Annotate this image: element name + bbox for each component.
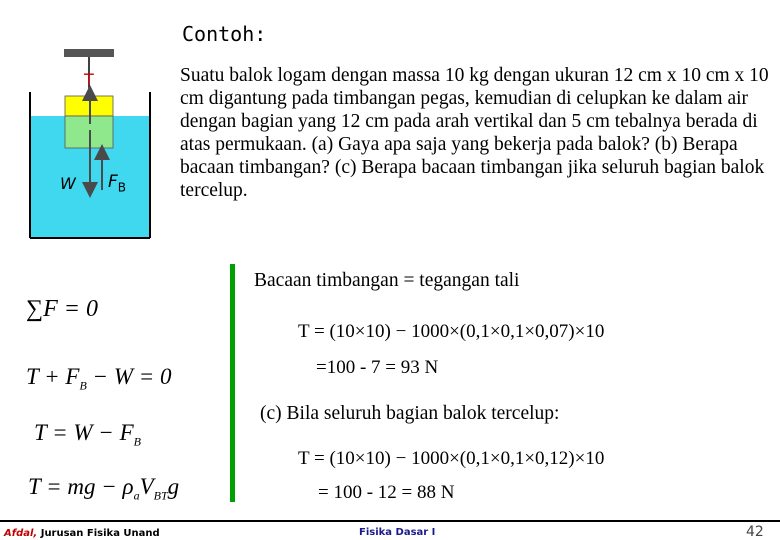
page-number: 42 [746,524,764,540]
equation-sum-forces: ∑F = 0 [26,296,98,322]
label-weight: W [60,174,76,193]
footer-course: Fisika Dasar I [359,527,436,538]
footer-divider [0,520,780,522]
label-tension: T [84,70,94,89]
footer-author: Afdal, Jurusan Fisika Unand [4,528,160,539]
label-buoyant-force: $F_B$ [108,172,127,195]
part-c-heading: (c) Bila seluruh bagian balok tercelup: [260,403,560,424]
calculation-partial: T = (10×10) − 1000×(0,1×0,1×0,07)×10 [298,321,605,342]
equation-force-balance: $T + F_B - W = 0$ [26,364,172,393]
support-bar [64,49,114,57]
result-partial: =100 - 7 = 93 N [316,357,439,378]
result-full: = 100 - 12 = 88 N [318,482,455,503]
scale-reading-heading: Bacaan timbangan = tegangan tali [254,270,520,291]
equation-tension-expanded: T = mg − $\rho_aV_{BT}g$ [28,474,180,503]
slide-title: Contoh: [182,22,267,46]
calculation-full: T = (10×10) − 1000×(0,1×0,1×0,12)×10 [298,448,605,469]
equation-tension: $T = W - F_B$ [34,420,141,449]
green-divider [230,264,235,502]
problem-text: Suatu balok logam dengan massa 10 kg dengan ukuran 12 cm x 10 cm x 10 cm digantung pada timbangan pegas, kemudian di celupkan ke dalam air dengan bagian yang 12 cm pada arah vertikal dan 5 cm tebalnya berada di atas permukaan. (a) Gaya apa saja yang bekerja pada balok? (b) Berapa bacaan timbangan? (c) Berapa bacaan timbangan jika seluruh bagian balok tercelup. [180,65,769,201]
buoyancy-diagram [20,40,180,250]
